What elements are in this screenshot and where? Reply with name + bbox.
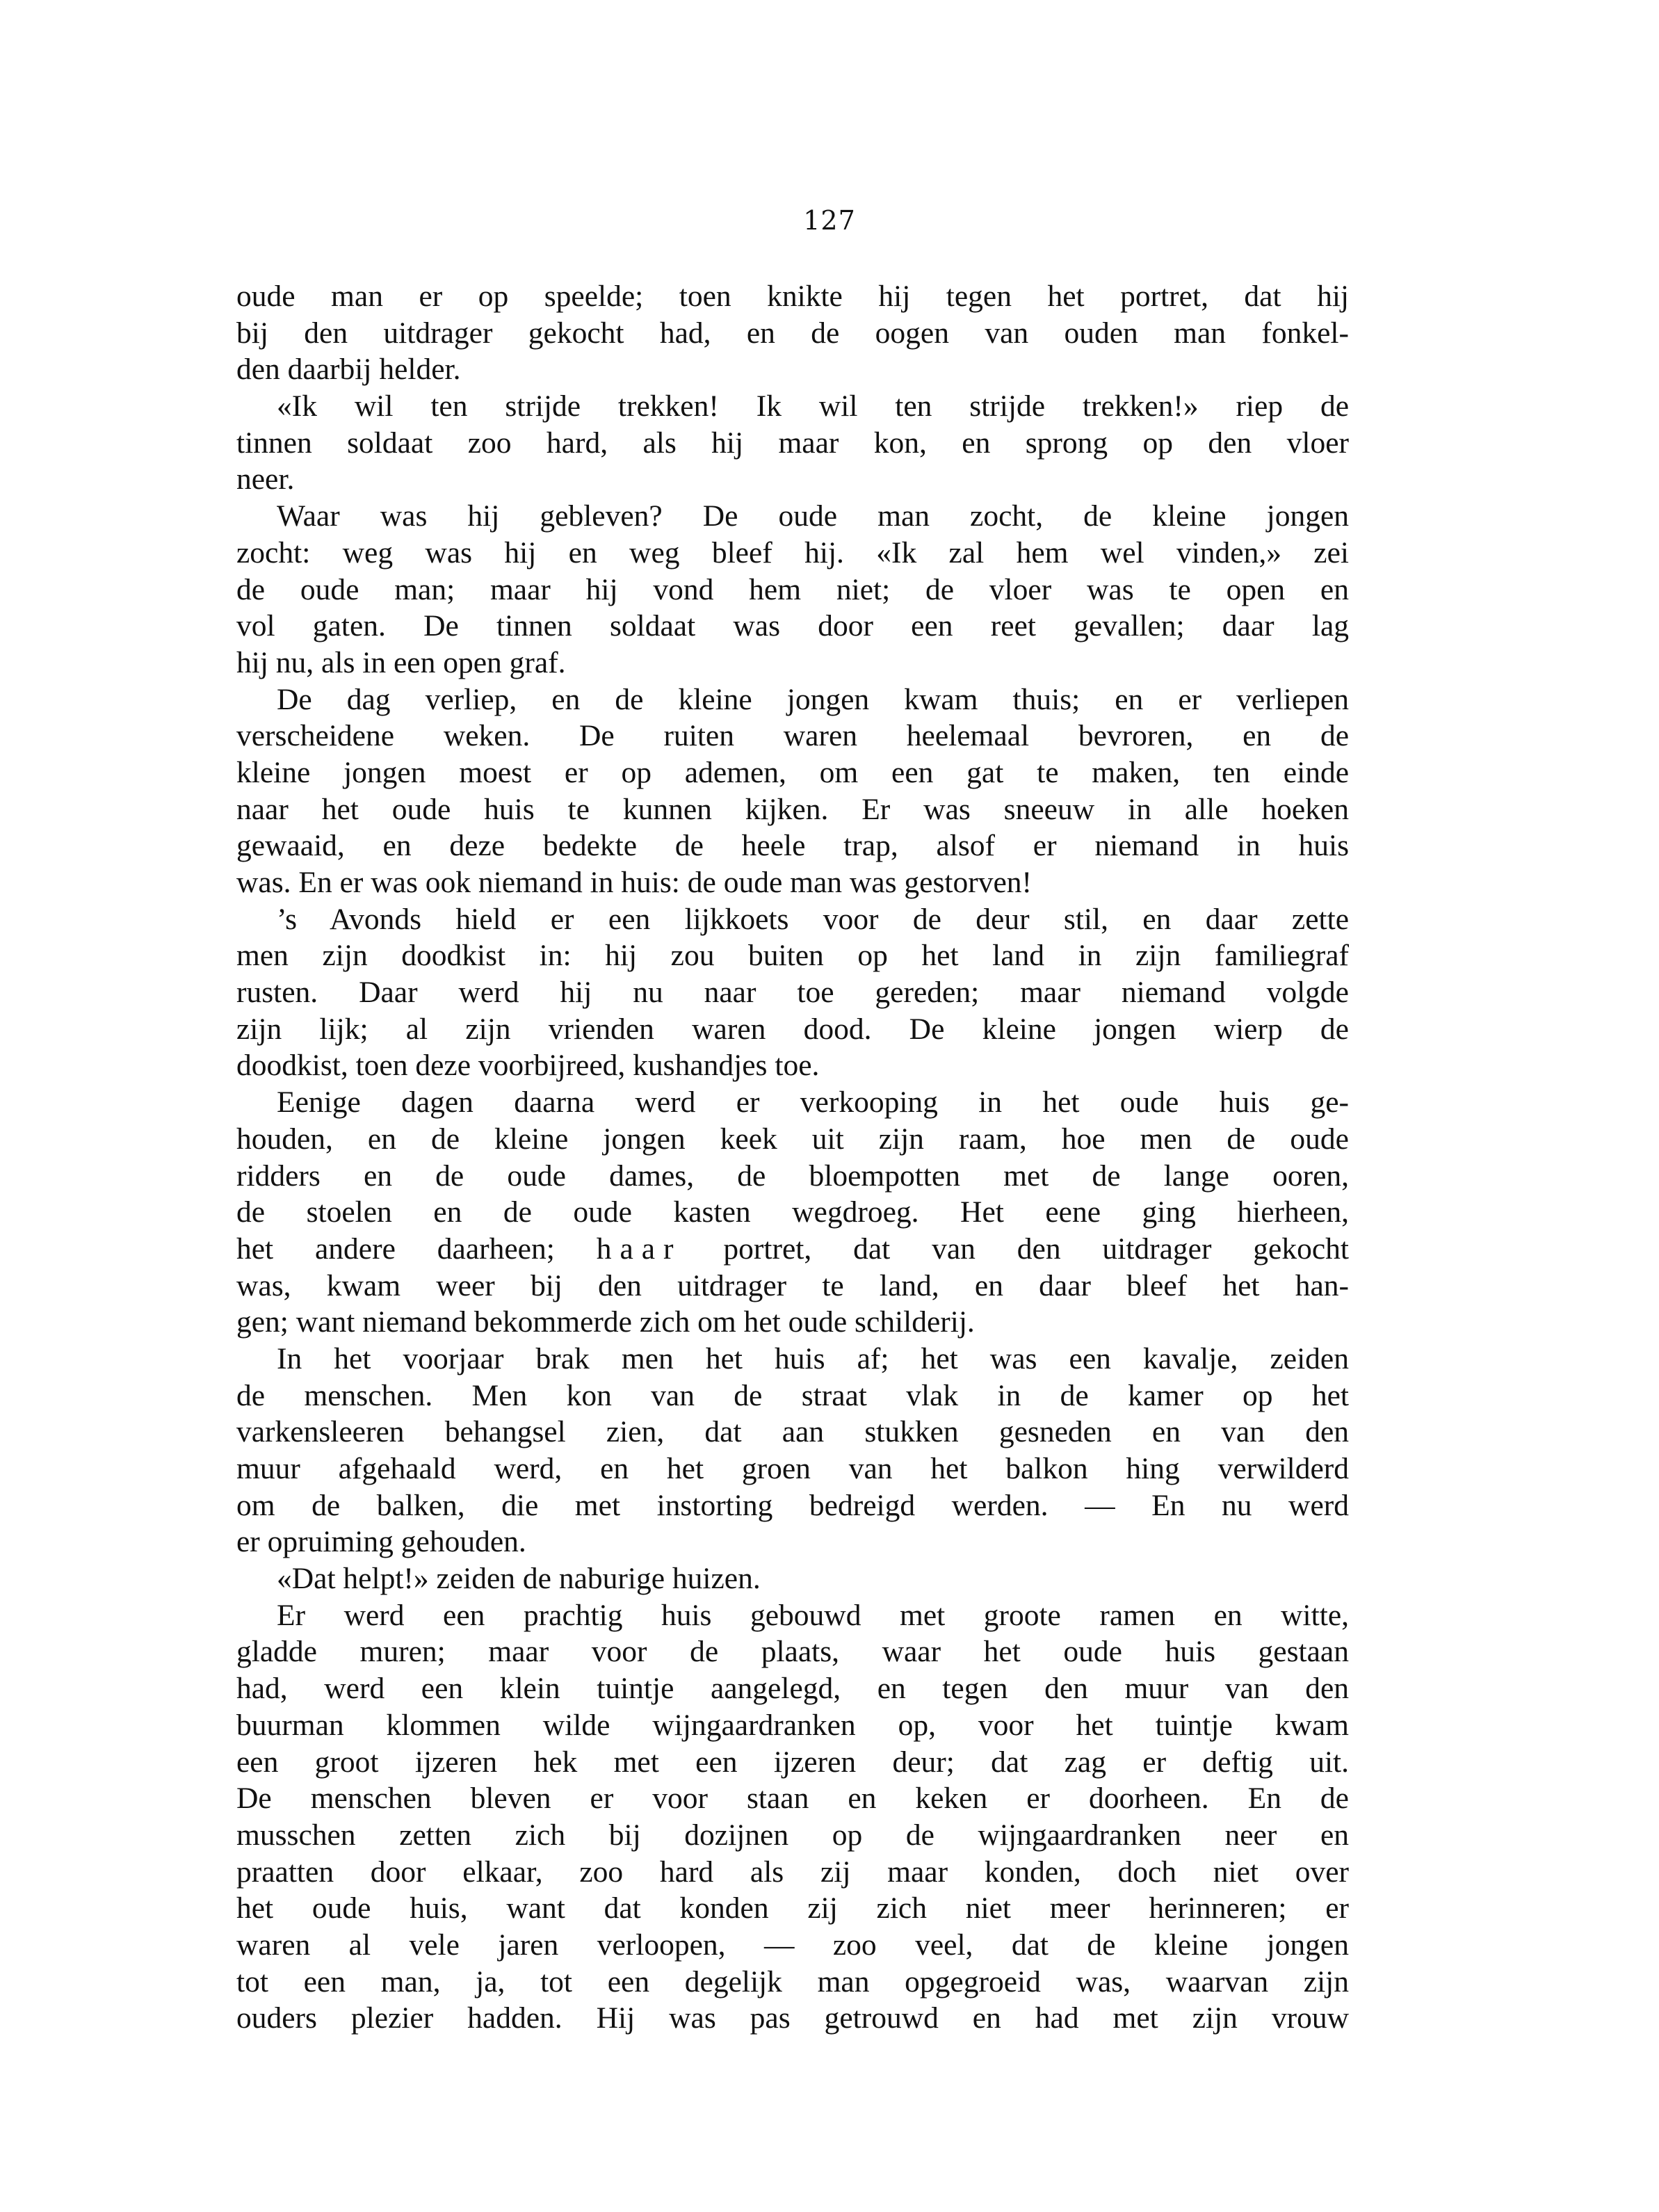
- text-line: het oude huis, want dat konden zij zich niet meer herinneren; er: [236, 1891, 1349, 1926]
- text-line: den daarbij helder.: [236, 353, 461, 387]
- text-line: buurman klommen wilde wijngaardranken op, voor het tuintje kwam: [236, 1708, 1349, 1742]
- text-line: verscheidene weken. De ruiten waren heelemaal bevroren, en de: [236, 719, 1349, 753]
- text-line: Waar was hij gebleven? De oude man zocht, de kleine jongen: [277, 499, 1349, 533]
- text-segment: portret, dat van den uitdrager gekocht: [723, 1232, 1349, 1266]
- text-line: men zijn doodkist in: hij zou buiten op het land in zijn familiegraf: [236, 939, 1349, 973]
- text-line: Er werd een prachtig huis gebouwd met groote ramen en witte,: [277, 1598, 1349, 1632]
- text-line: «Dat helpt!» zeiden de naburige huizen.: [277, 1562, 761, 1596]
- text-line: kleine jongen moest er op ademen, om een gat te maken, ten einde: [236, 755, 1349, 789]
- text-line: ridders en de oude dames, de bloempotten met de lange ooren,: [236, 1159, 1349, 1193]
- text-line: houden, en de kleine jongen keek uit zijn raam, hoe men de oude: [236, 1122, 1349, 1156]
- text-line: ’s Avonds hield er een lijkkoets voor de deur stil, en daar zette: [277, 902, 1349, 936]
- text-line: tinnen soldaat zoo hard, als hij maar kon, en sprong op den vloer: [236, 426, 1349, 460]
- text-line: ouders plezier hadden. Hij was pas getrouwd en had met zijn vrouw: [236, 2001, 1349, 2035]
- text-line: gen; want niemand bekommerde zich om het oude schilderij.: [236, 1305, 975, 1339]
- text-line: rusten. Daar werd hij nu naar toe gereden; maar niemand volgde: [236, 976, 1349, 1010]
- text-line: De menschen bleven er voor staan en keken er doorheen. En de: [236, 1782, 1349, 1816]
- page-number: 127: [803, 205, 856, 236]
- text-line: bij den uitdrager gekocht had, en de oogen van ouden man fonkel-: [236, 316, 1349, 350]
- text-line: was. En er was ook niemand in huis: de oude man was gestorven!: [236, 866, 1033, 899]
- text-line: een groot ijzeren hek met een ijzeren deur; dat zag er deftig uit.: [236, 1745, 1349, 1779]
- text-line: de menschen. Men kon van de straat vlak in de kamer op het: [236, 1378, 1349, 1412]
- text-line: was, kwam weer bij den uitdrager te land, en daar bleef het han-: [236, 1268, 1349, 1302]
- text-line: de oude man; maar hij vond hem niet; de vloer was te open en: [236, 572, 1349, 606]
- text-line: zijn lijk; al zijn vrienden waren dood. De kleine jongen wierp de: [236, 1012, 1349, 1046]
- text-line: musschen zetten zich bij dozijnen op de wijngaardranken neer en: [236, 1818, 1349, 1852]
- text-line: hij nu, als in een open graf.: [236, 645, 566, 679]
- text-line: tot een man, ja, tot een degelijk man opgegroeid was, waarvan zijn: [236, 1964, 1349, 1999]
- text-segment: het andere daarheen;: [236, 1232, 555, 1266]
- text-line: muur afgehaald werd, en het groen van het balkon hing verwilderd: [236, 1452, 1349, 1485]
- text-line: varkensleeren behangsel zien, dat aan stukken gesneden en van den: [236, 1415, 1349, 1449]
- text-line: «Ik wil ten strijde trekken! Ik wil ten strijde trekken!» riep de: [277, 389, 1349, 423]
- text-line: oude man er op speelde; toen knikte hij tegen het portret, dat hij: [236, 280, 1349, 313]
- text-line-composite: [236, 1231, 1349, 1268]
- text-line: doodkist, toen deze voorbijreed, kushandjes toe.: [236, 1049, 820, 1083]
- text-line: vol gaten. De tinnen soldaat was door een reet gevallen; daar lag: [236, 609, 1349, 643]
- text-line: waren al vele jaren verloopen, — zoo veel, dat de kleine jongen: [236, 1928, 1349, 1962]
- body-text: [236, 278, 1349, 2037]
- text-line: naar het oude huis te kunnen kijken. Er was sneeuw in alle hoeken: [236, 792, 1349, 826]
- text-line: gladde muren; maar voor de plaats, waar het oude huis gestaan: [236, 1635, 1349, 1669]
- text-line: gewaaid, en deze bedekte de heele trap, alsof er niemand in huis: [236, 829, 1349, 863]
- text-line: Eenige dagen daarna werd er verkooping in het oude huis ge-: [277, 1085, 1349, 1120]
- text-line: om de balken, die met instorting bedreigd werden. — En nu werd: [236, 1488, 1349, 1522]
- text-line: zocht: weg was hij en weg bleef hij. «Ik zal hem wel vinden,» zei: [236, 535, 1349, 570]
- text-line: neer.: [236, 462, 295, 497]
- text-line: praatten door elkaar, zoo hard als zij maar konden, doch niet over: [236, 1855, 1349, 1889]
- text-line: had, werd een klein tuintje aangelegd, en tegen den muur van den: [236, 1672, 1349, 1706]
- text-line: er opruiming gehouden.: [236, 1525, 526, 1559]
- text-line: de stoelen en de oude kasten wegdroeg. Het eene ging hierheen,: [236, 1195, 1349, 1229]
- spaced-emphasis: haar: [596, 1232, 682, 1266]
- text-line: In het voorjaar brak men het huis af; het was een kavalje, zeiden: [277, 1341, 1349, 1375]
- text-line: De dag verliep, en de kleine jongen kwam thuis; en er verliepen: [277, 682, 1349, 716]
